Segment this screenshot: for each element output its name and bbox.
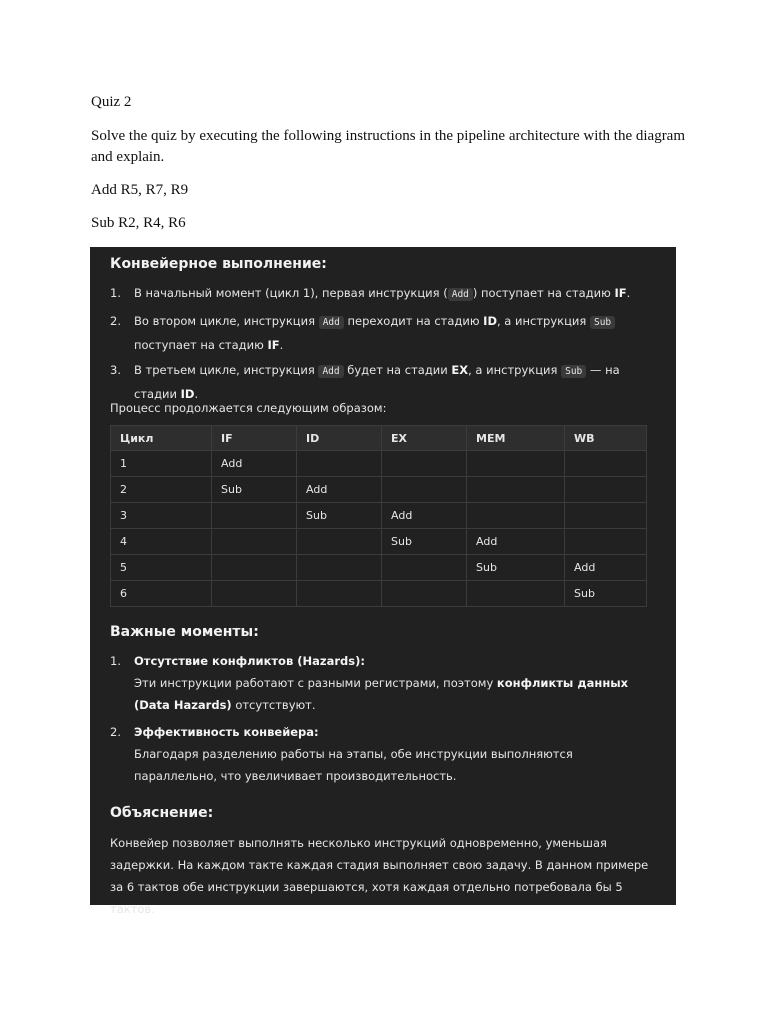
pipeline-table <box>110 425 647 607</box>
table-cell <box>565 477 647 503</box>
table-cell <box>212 555 297 581</box>
table-cell: 5 <box>111 555 212 581</box>
point-text: Эффективность конвейера: Благодаря разделению работы на этапы, обе инструкции выполняются параллельно, что увеличивает производительность. <box>134 725 573 783</box>
table-row <box>111 555 647 581</box>
table-cell <box>467 477 565 503</box>
step-item <box>110 359 660 401</box>
column-header: IF <box>212 426 297 451</box>
table-row <box>111 503 647 529</box>
table-cell: 1 <box>111 451 212 477</box>
table-cell: Sub <box>467 555 565 581</box>
instruction-add: Add R5, R7, R9 <box>91 182 189 198</box>
table-row <box>111 477 647 503</box>
step-item <box>110 282 660 304</box>
step-text: В начальный момент (цикл 1), первая инструкция ( Add ) поступает на стадию IF. <box>134 286 631 300</box>
point-number: 1. <box>110 654 121 668</box>
table-cell <box>212 503 297 529</box>
table-cell <box>565 451 647 477</box>
table-cell: Add <box>212 451 297 477</box>
column-header: WB <box>565 426 647 451</box>
table-cell <box>565 529 647 555</box>
step-number: 2. <box>110 314 121 328</box>
table-cell: 2 <box>111 477 212 503</box>
table-cell: 4 <box>111 529 212 555</box>
code-add: Add <box>318 365 343 378</box>
quiz-instructions: Solve the quiz by executing the following instructions in the pipeline architecture with the diagram and explain. <box>91 128 686 165</box>
table-cell: Add <box>297 477 382 503</box>
table-cell <box>212 581 297 607</box>
quiz-title: Quiz 2 <box>91 94 132 110</box>
code-sub: Sub <box>561 365 586 378</box>
table-cell: 3 <box>111 503 212 529</box>
column-header: MEM <box>467 426 565 451</box>
table-cell: Add <box>467 529 565 555</box>
table-cell <box>212 529 297 555</box>
instruction-sub: Sub R2, R4, R6 <box>91 215 186 231</box>
step-text: Во втором цикле, инструкция Add переходит на стадию ID, а инструкция Sub поступает на стадию IF. <box>134 310 654 356</box>
table-cell <box>382 477 467 503</box>
code-add: Add <box>448 288 473 301</box>
table-cell: Add <box>565 555 647 581</box>
table-cell <box>297 581 382 607</box>
table-row <box>111 581 647 607</box>
table-row <box>111 451 647 477</box>
table-cell <box>565 503 647 529</box>
step-text: В третьем цикле, инструкция Add будет на стадии EX, а инструкция Sub — на стадии ID. <box>134 363 620 401</box>
section-title-pipeline: Конвейерное выполнение: <box>110 256 327 272</box>
section-title-explanation: Объяснение: <box>110 805 214 821</box>
column-header: ID <box>297 426 382 451</box>
table-cell: Add <box>382 503 467 529</box>
table-cell: 6 <box>111 581 212 607</box>
table-cell <box>467 451 565 477</box>
table-cell <box>382 451 467 477</box>
table-cell <box>297 451 382 477</box>
table-cell <box>382 581 467 607</box>
explanation-text: Конвейер позволяет выполнять несколько инструкций одновременно, уменьшая задержки. На каждом такте каждая стадия выполняет свою задачу. В данном примере за 6 тактов обе инструкции завершаются, хотя каждая отдельно потребовала бы 5 тактов. <box>110 836 649 916</box>
table-cell <box>467 503 565 529</box>
table-cell: Sub <box>212 477 297 503</box>
point-text: Отсутствие конфликтов (Hazards): Эти инструкции работают с разными регистрами, поэтому конфликты данных (Data Hazards) отсутствуют. <box>134 654 629 712</box>
point-item <box>110 721 660 783</box>
answer-screenshot <box>90 247 676 916</box>
table-cell: Sub <box>382 529 467 555</box>
point-item <box>110 650 660 712</box>
code-add: Add <box>319 316 344 329</box>
step-number: 1. <box>110 286 121 300</box>
table-cell <box>297 555 382 581</box>
step-item <box>110 310 660 352</box>
column-header: Цикл <box>111 426 212 451</box>
code-sub: Sub <box>590 316 615 329</box>
table-cell: Sub <box>297 503 382 529</box>
column-header: EX <box>382 426 467 451</box>
table-cell: Sub <box>565 581 647 607</box>
table-cell <box>297 529 382 555</box>
step-number: 3. <box>110 363 121 377</box>
table-row <box>111 529 647 555</box>
table-cell <box>382 555 467 581</box>
point-number: 2. <box>110 725 121 739</box>
section-title-important: Важные моменты: <box>110 624 259 640</box>
process-text: Процесс продолжается следующим образом: <box>110 401 387 415</box>
table-cell <box>467 581 565 607</box>
table-header-row <box>111 426 647 451</box>
